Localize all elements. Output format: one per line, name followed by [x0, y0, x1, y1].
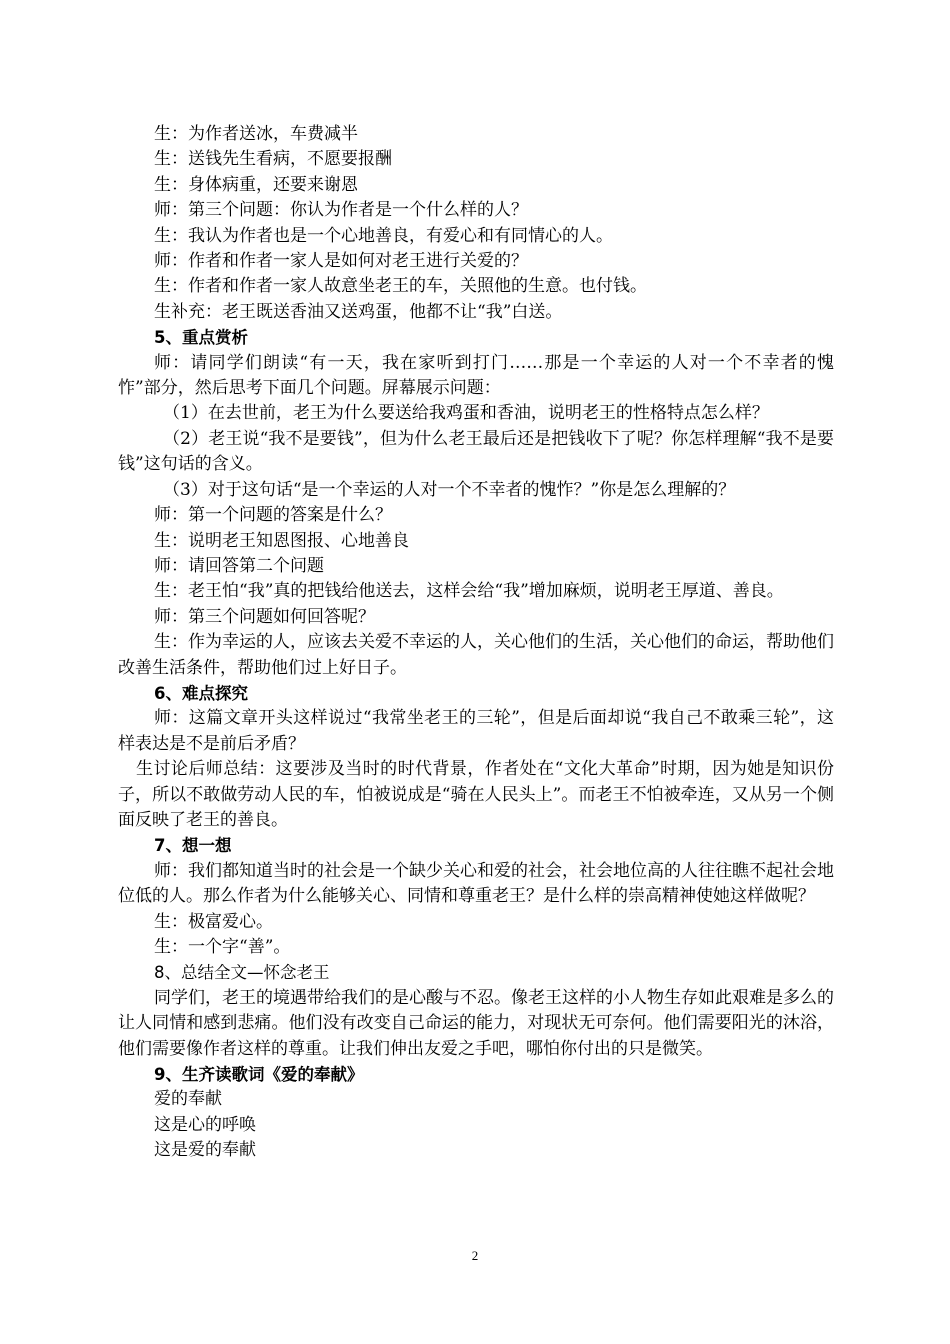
paragraph: 生：作者和作者一家人故意坐老王的车，关照他的生意。也付钱。 [154, 276, 647, 297]
paragraph: 这是心的呼唤 [154, 1114, 256, 1135]
paragraph: 生：我认为作者也是一个心地善良，有爱心和有同情心的人。 [154, 225, 613, 246]
paragraph: 生：一个字“善”。 [154, 937, 291, 957]
section-heading: 5、重点赏析 [154, 328, 248, 348]
paragraph: 同学们，老王的境遇带给我们的是心酸与不忍。像老王这样的小人物生存如此艰难是多么的让人同情和感到悲痛。他们没有改变自己命运的能力，对现状无可奈何。他们需要阳光的沐浴，他们需要像作者这样的尊重。让我们伸出友爱之手吧，哪怕你付出的只是微笑。 [118, 987, 834, 1059]
section-heading: 9、生齐读歌词《爱的奉献》 [154, 1065, 364, 1085]
paragraph: 生讨论后师总结：这要涉及当时的时代背景，作者处在“文化大革命”时期，因为她是知识份子，所以不敢做劳动人民的车，怕被说成是“骑在人民头上”。而老王不怕被牵连，又从另一个侧面反映了老王的善良。 [118, 759, 834, 830]
paragraph: （2）老王说“我不是要钱”，但为什么老王最后还是把钱收下了呢？你怎样理解“我不是要钱”这句话的含义。 [118, 428, 834, 475]
page-number: 2 [471, 1248, 479, 1263]
paragraph: 师：第一个问题的答案是什么？ [154, 505, 392, 526]
paragraph: 生：老王怕“我”真的把钱给他送去，这样会给“我”增加麻烦，说明老王厚道、善良。 [154, 581, 784, 602]
paragraph: 师：我们都知道当时的社会是一个缺少关心和爱的社会，社会地位高的人往往瞧不起社会地位低的人。那么作者为什么能够关心、同情和尊重老王？是什么样的崇高精神使她这样做呢？ [118, 860, 834, 907]
paragraph: 这是爱的奉献 [154, 1140, 256, 1161]
paragraph: 师：作者和作者一家人是如何对老王进行关爱的？ [154, 251, 528, 272]
section-heading: 8、总结全文—怀念老王 [154, 963, 330, 983]
paragraph: 生：说明老王知恩图报、心地善良 [154, 530, 409, 551]
section-heading: 6、难点探究 [154, 683, 248, 703]
paragraph: （3）对于这句话“是一个幸运的人对一个不幸者的愧怍？”你是怎么理解的？ [163, 479, 736, 500]
paragraph: 师：这篇文章开头这样说过“我常坐老王的三轮”，但是后面却说“我自己不敢乘三轮”，这样表达是不是前后矛盾？ [118, 708, 834, 754]
paragraph: 师：请回答第二个问题 [154, 555, 324, 576]
paragraph: 师：请同学们朗读“有一天，我在家听到打门……那是一个幸运的人对一个不幸者的愧怍”部分，然后思考下面几个问题。屏幕展示问题： [118, 352, 834, 399]
section-heading: 7、想一想 [154, 836, 232, 856]
paragraph: （1）在去世前，老王为什么要送给我鸡蛋和香油，说明老王的性格特点怎么样？ [163, 403, 769, 424]
paragraph: 生：送钱先生看病，不愿要报酬 [154, 149, 392, 170]
paragraph: 师：第三个问题：你认为作者是一个什么样的人？ [154, 200, 528, 221]
paragraph: 生补充：老王既送香油又送鸡蛋，他都不让“我”白送。 [154, 301, 563, 322]
paragraph: 生：极富爱心。 [154, 911, 273, 932]
paragraph: 爱的奉献 [154, 1089, 222, 1110]
page-body [118, 122, 834, 1164]
paragraph: 生：作为幸运的人，应该去关爱不幸运的人，关心他们的生活，关心他们的命运，帮助他们改善生活条件，帮助他们过上好日子。 [118, 632, 834, 678]
paragraph: 生：身体病重，还要来谢恩 [154, 174, 358, 195]
paragraph: 师：第三个问题如何回答呢？ [154, 606, 375, 627]
paragraph: 生：为作者送冰，车费减半 [154, 124, 358, 144]
